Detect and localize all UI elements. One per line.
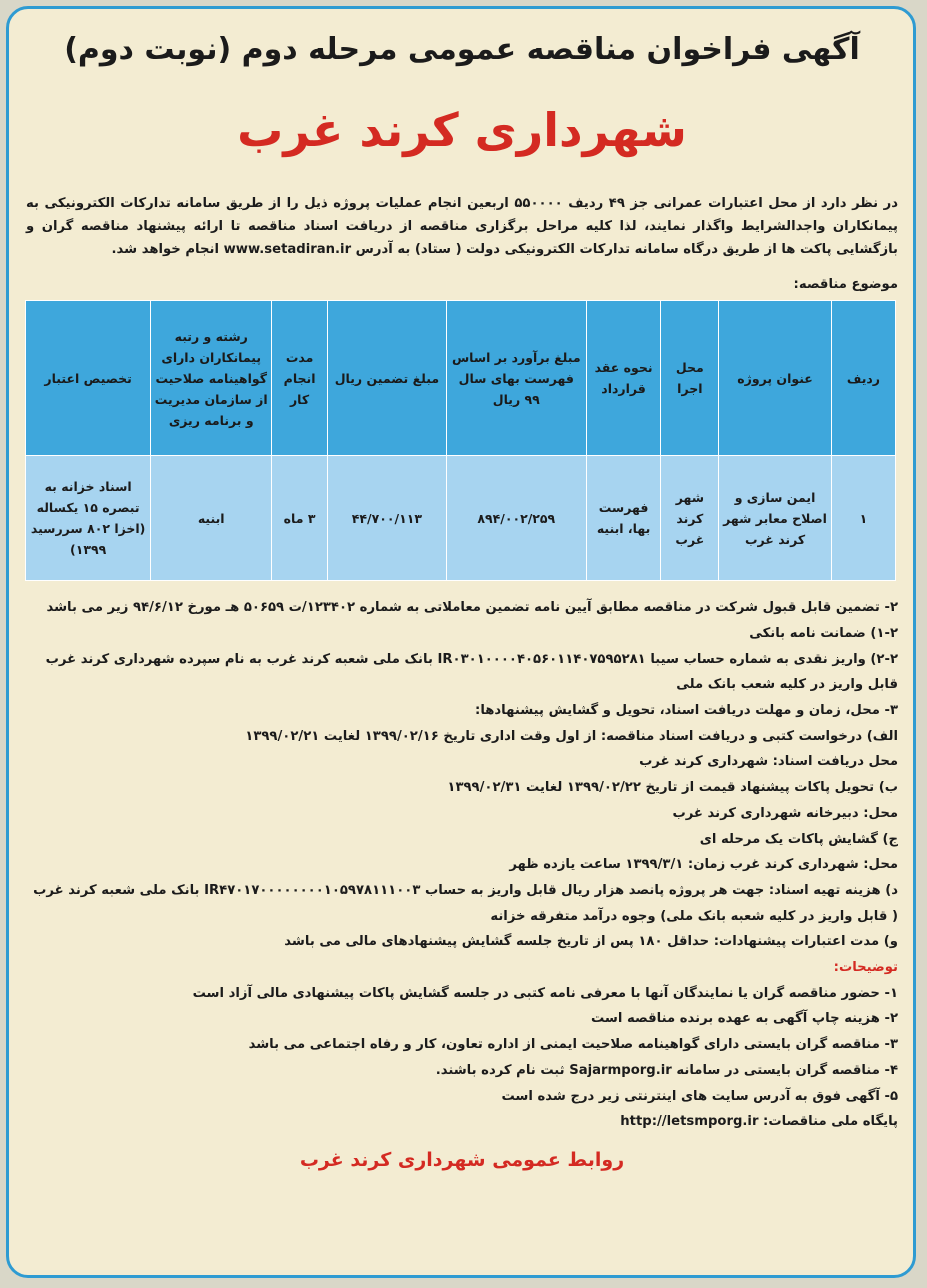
header-cell-guarantee: مبلغ تضمین ریال	[327, 301, 446, 456]
document-request-item: الف) درخواست کتبی و دریافت اسناد مناقصه: از اول وقت اداری تاریخ ۱۳۹۹/۰۲/۱۶ لغایت ۱۳۹۹/۰۲/۲۱	[245, 728, 898, 744]
document-fee-item: د) هزینه تهیه اسناد: جهت هر پروژه پانصد هزار ریال قابل واریز به حساب IR۴۷۰۱۷۰۰۰۰۰۰۰۰۱۰۵۹۷۸۱۱۱۰۰۳ بانک ملی شعبه کرند غرب ( قابل واریز در کلیه شعبه بانک ملی) وجوه درآمد متفرقه خزانه	[33, 882, 898, 924]
cell-row-number: ۱	[831, 456, 895, 581]
cell-guarantee: ۴۴/۷۰۰/۱۱۳	[327, 456, 446, 581]
tender-notice	[22, 28, 902, 1273]
notes-title: توضیحات:	[833, 960, 898, 976]
guarantee-clause: ۲- تضمین قابل قبول شرکت در مناقصه مطابق آیین نامه تضمین معاملاتی به شماره ۱۲۳۴۰۲/ت ۵۰۶۵۹ هـ مورخ ۹۴/۶/۱۲ زیر می باشد	[46, 600, 898, 616]
cell-budget: اسناد خزانه به تبصره ۱۵ یکساله (اخزا ۸۰۲ سررسید ۱۳۹۹)	[26, 456, 151, 581]
table-header-row	[26, 301, 896, 456]
notice-body	[22, 595, 902, 1135]
header-cell-contractor-grade: رشته و رتبه پیمانکاران دارای گواهینامه صلاحیت از سازمان مدیریت و برنامه ریزی	[151, 301, 272, 456]
bid-delivery-item: ب) تحویل پاکات پیشنهاد قیمت از تاریخ ۱۳۹۹/۰۲/۲۲ لغایت ۱۳۹۹/۰۲/۳۱	[447, 780, 898, 796]
portal-url-link[interactable]: http://letsmporg.ir	[620, 1114, 759, 1130]
header-cell-estimate: مبلغ برآورد بر اساس فهرست بهای سال ۹۹ ریال	[446, 301, 586, 456]
opening-location-item: محل: شهرداری کرند غرب زمان: ۱۳۹۹/۳/۱ ساعت یازده ظهر	[509, 857, 898, 873]
bid-validity-item: و) مدت اعتبارات پیشنهادات: حداقل ۱۸۰ پس از تاریخ جلسه گشایش پیشنهادهای مالی می باشد	[284, 934, 898, 950]
cell-location: شهر کرند غرب	[661, 456, 719, 581]
table-row	[26, 456, 896, 581]
header-cell-project-title: عنوان پروژه	[719, 301, 832, 456]
opening-item: ج) گشایش پاکات یک مرحله ای	[699, 831, 898, 847]
bank-guarantee-item: ۱-۲) ضمانت نامه بانکی	[749, 625, 898, 641]
schedule-heading: ۳- محل، زمان و مهلت دریافت اسناد، تحویل و گشایش پیشنهادها:	[475, 703, 898, 718]
note-item: ۴- مناقصه گران بایستی در سامانه Sajarmporg.ir ثبت نام کرده باشند.	[435, 1062, 898, 1078]
subject-label: موضوع مناقصه:	[793, 277, 898, 293]
note-item: ۳- مناقصه گران بایستی دارای گواهینامه صلاحیت ایمنی از اداره تعاون، کار و رفاه اجتماعی می باشد	[248, 1037, 898, 1053]
cash-deposit-item: ۲-۲) واریز نقدی به شماره حساب سیبا IR۰۳۰۱۰۰۰۰۴۰۵۶۰۱۱۴۰۷۵۹۵۲۸۱ بانک ملی شعبه کرند غرب به نام سپرده شهرداری کرند غرب قابل واریز در کلیه شعب بانک ملی	[45, 651, 898, 693]
delivery-location-item: محل: دبیرخانه شهرداری کرند غرب	[672, 805, 898, 821]
cell-contractor-grade: ابنیه	[151, 456, 272, 581]
header-cell-budget: تخصیص اعتبار	[26, 301, 151, 456]
cell-contract-type: فهرست بها، ابنیه	[586, 456, 661, 581]
note-item: ۱- حضور مناقصه گران یا نمایندگان آنها با معرفی نامه کتبی در جلسه گشایش پاکات پیشنهادی مالی آزاد است	[192, 985, 898, 1001]
tender-table	[25, 300, 896, 581]
document-location-item: محل دریافت اسناد: شهرداری کرند غرب	[639, 754, 898, 770]
cell-estimate: ۸۹۴/۰۰۲/۲۵۹	[446, 456, 586, 581]
note-item: ۵- آگهی فوق به آدرس سایت های اینترنتی زیر درج شده است	[501, 1088, 898, 1104]
cell-duration: ۳ ماه	[272, 456, 328, 581]
intro-paragraph: در نظر دارد از محل اعتبارات عمرانی جز ۴۹ ردیف ۵۵۰۰۰۰ اربعین انجام عملیات پروژه ذیل را از طریق سامانه تدارکات الکترونیکی به پیمانکاران واجدالشرایط واگذار نمایند، لذا کلیه مراحل برگزاری مناقصه از دریافت اسناد مناقصه تا ارائه پیشنهاد مناقصه گران و بازگشایی پاکت ها از طریق درگاه سامانه تدارکات الکترونیکی دولت ( ستاد) به آدرس www.setadiran.ir انجام خواهد شد.	[26, 196, 898, 257]
organization-name: شهرداری کرند غرب	[237, 103, 687, 157]
header-cell-contract-type: نحوه عقد قرارداد	[586, 301, 661, 456]
note-item: ۲- هزینه چاپ آگهی به عهده برنده مناقصه است	[590, 1011, 898, 1027]
public-relations-signature: روابط عمومی شهرداری کرند غرب	[299, 1148, 625, 1171]
portal-line	[26, 1109, 898, 1135]
cell-project-title: ایمن سازی و اصلاح معابر شهر کرند غرب	[719, 456, 832, 581]
portal-label: پایگاه ملی مناقصات:	[763, 1114, 898, 1130]
notice-title: آگهی فراخوان مناقصه عمومی مرحله دوم (نوبت دوم)	[64, 32, 860, 67]
header-cell-location: محل اجرا	[661, 301, 719, 456]
header-cell-duration: مدت انجام کار	[272, 301, 328, 456]
header-cell-row-number: ردیف	[831, 301, 895, 456]
